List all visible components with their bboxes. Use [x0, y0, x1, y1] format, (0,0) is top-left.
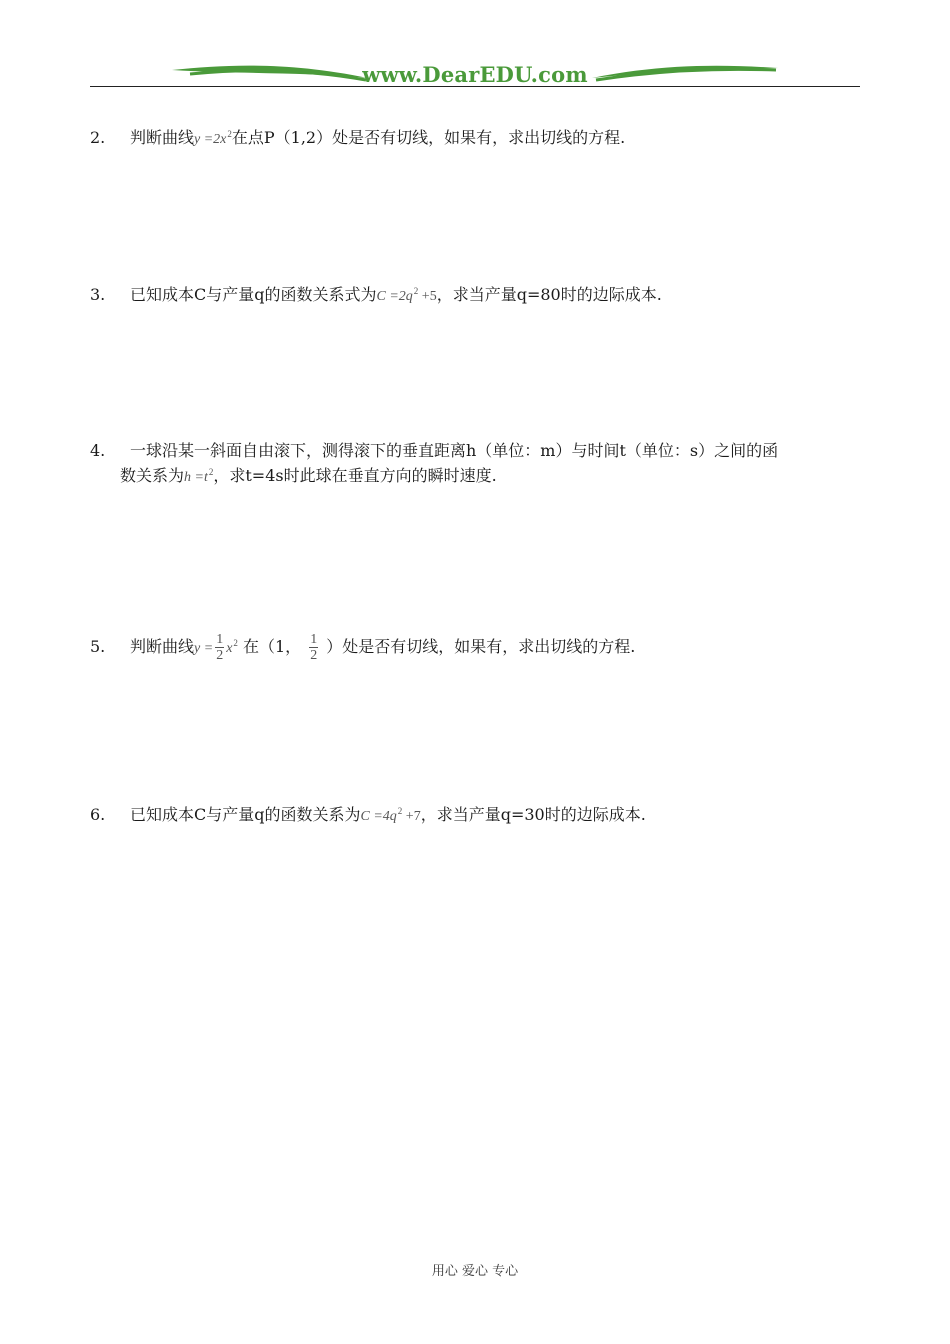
text-part: 在（1， — [243, 637, 302, 656]
fraction-numerator: 1 — [310, 632, 318, 647]
question-text — [130, 630, 635, 666]
header-rule — [90, 86, 860, 87]
formula-lhs: y = — [194, 641, 214, 656]
text-part: 数关系为 — [120, 466, 185, 485]
formula-main: C =4q — [360, 809, 397, 824]
question-number: 4. — [90, 441, 106, 460]
fraction-numerator: 1 — [216, 632, 224, 647]
formula-main: C =2q — [376, 289, 413, 304]
question-text — [130, 126, 625, 152]
formula-tail: +5 — [421, 289, 437, 304]
formula — [360, 806, 421, 824]
point-fraction — [309, 632, 318, 663]
text-part: 判断曲线 — [130, 128, 195, 147]
site-logo: www.DearEDU.com — [362, 62, 588, 87]
text-part: 判断曲线 — [130, 637, 195, 656]
text-part: ，求t=4s时此球在垂直方向的瞬时速度. — [213, 466, 497, 485]
fraction — [215, 632, 224, 663]
formula-main: h =t — [184, 470, 208, 485]
formula-exponent: 2 — [233, 638, 238, 648]
question-number: 6. — [90, 805, 106, 824]
formula-exponent: 2 — [397, 806, 403, 816]
question-number: 3. — [90, 285, 106, 304]
text-part: 已知成本C与产量q的函数关系式为 — [130, 285, 377, 304]
text-part: 已知成本C与产量q的函数关系为 — [130, 805, 361, 824]
text-part: ，求当产量q=30时的边际成本. — [420, 805, 646, 824]
question-number: 2. — [90, 128, 106, 147]
formula-exponent: 2 — [227, 129, 232, 139]
formula — [184, 467, 214, 485]
question-text — [130, 803, 646, 829]
formula — [376, 286, 437, 304]
fraction-denominator: 2 — [310, 648, 318, 663]
question-text-line-1: 一球沿某一斜面自由滚下，测得滚下的垂直距离h（单位：m）与时间t（单位：s）之间的函 — [130, 441, 779, 460]
text-part: ）处是否有切线，如果有，求出切线的方程. — [326, 637, 636, 656]
formula-exponent: 2 — [413, 286, 419, 296]
page-footer: 用心 爱心 专心 — [431, 1264, 519, 1279]
formula-exponent: 2 — [208, 467, 214, 477]
formula-var: x — [226, 641, 233, 656]
formula — [194, 129, 232, 147]
question-text — [130, 283, 662, 309]
page-header — [0, 0, 950, 100]
right-swoosh-icon — [590, 60, 780, 84]
formula — [226, 638, 238, 656]
question-number: 5. — [90, 637, 106, 656]
formula-main: y =2x — [194, 132, 227, 147]
fraction-denominator: 2 — [216, 648, 224, 663]
question-4-line-2 — [120, 464, 497, 490]
text-part: ，求当产量q=80时的边际成本. — [436, 285, 662, 304]
text-part: 在点P（1,2）处是否有切线，如果有，求出切线的方程. — [231, 128, 626, 147]
formula-tail: +7 — [405, 809, 421, 824]
